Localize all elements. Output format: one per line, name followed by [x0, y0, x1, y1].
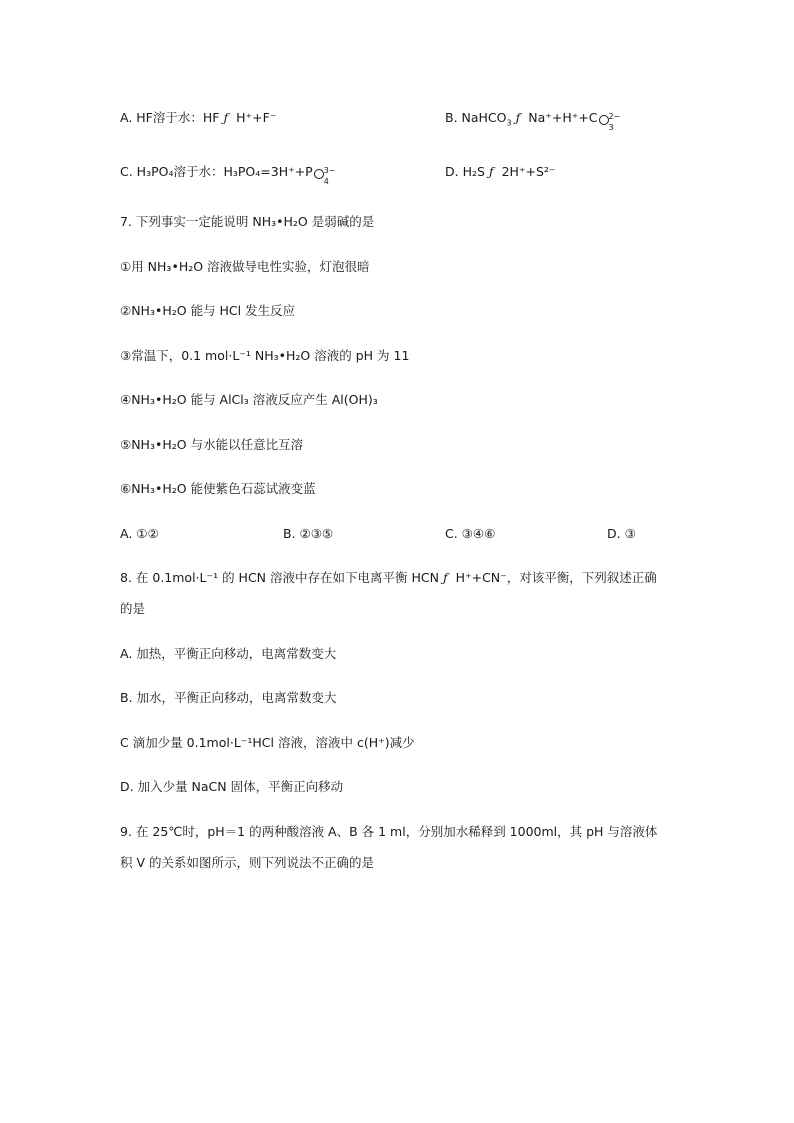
q7-item: ⑥NH₃•H₂O 能使紫色石蕊试液变蓝: [120, 481, 316, 496]
q8-stem: [120, 570, 657, 586]
q8-option-a: A. 加热，平衡正向移动，电离常数变大: [120, 646, 337, 661]
q6-option-b-label: B. NaHCO: [445, 110, 507, 125]
q8-stem-part2: H⁺+CN⁻，对该平衡，下列叙述正确: [455, 570, 657, 585]
ion-symbol-icon: [314, 165, 336, 186]
q6-option-a-label: A. HF溶于水：HF: [120, 110, 220, 125]
q7-option-a: A. ①②: [120, 526, 159, 541]
q7-item: ④NH₃•H₂O 能与 AlCl₃ 溶液反应产生 Al(OH)₃: [120, 392, 378, 407]
q6-option-a: [120, 110, 276, 126]
equilibrium-arrow-icon: ƒ: [488, 164, 494, 179]
equilibrium-arrow-icon: ƒ: [442, 570, 448, 585]
q8-stem-part1: 8. 在 0.1mol·L⁻¹ 的 HCN 溶液中存在如下电离平衡 HCN: [120, 570, 439, 585]
q7-stem: 7. 下列事实一定能说明 NH₃•H₂O 是弱碱的是: [120, 214, 375, 229]
ion-charge: 3−: [323, 165, 336, 175]
ion-count: 3: [608, 122, 614, 132]
q7-item: ①用 NH₃•H₂O 溶液做导电性实验，灯泡很暗: [120, 259, 370, 274]
q7-item: ⑤NH₃•H₂O 与水能以任意比互溶: [120, 437, 304, 452]
q6-option-d: [445, 164, 556, 180]
ion-count: 4: [323, 176, 329, 186]
q9-stem-line2: 积 V 的关系如图所示，则下列说法不正确的是: [120, 855, 374, 870]
q8-option-c: C 滴加少量 0.1mol·L⁻¹HCl 溶液，溶液中 c(H⁺)减少: [120, 735, 415, 750]
q9-stem-line1: 9. 在 25℃时，pH＝1 的两种酸溶液 A、B 各 1 ml，分别加水稀释到 1000ml，其 pH 与溶液体: [120, 824, 658, 839]
q7-item: ③常温下，0.1 mol·L⁻¹ NH₃•H₂O 溶液的 pH 为 11: [120, 348, 410, 363]
equilibrium-arrow-icon: ƒ: [515, 110, 521, 125]
q6-option-b-rest: Na⁺+H⁺+C: [528, 110, 598, 125]
q8-option-d: D. 加入少量 NaCN 固体，平衡正向移动: [120, 779, 344, 794]
q8-option-b: B. 加水，平衡正向移动，电离常数变大: [120, 690, 337, 705]
q7-option-d: D. ③: [607, 526, 636, 541]
q6-option-d-label: D. H₂S: [445, 164, 485, 179]
q7-item: ②NH₃•H₂O 能与 HCl 发生反应: [120, 303, 296, 318]
q6-option-b-sub: 3: [506, 118, 512, 128]
q7-option-b: B. ②③⑤: [283, 526, 334, 541]
q6-option-c-label: C. H₃PO₄溶于水：H₃PO₄=3H⁺+P: [120, 164, 313, 179]
q6-option-b: [445, 110, 621, 132]
ion-symbol-icon: [599, 111, 621, 132]
q6-option-a-rest: H⁺+F⁻: [236, 110, 277, 125]
q6-option-c: [120, 164, 336, 186]
equilibrium-arrow-icon: ƒ: [223, 110, 229, 125]
ion-charge: 2−: [608, 111, 621, 121]
q6-option-d-rest: 2H⁺+S²⁻: [501, 164, 556, 179]
q8-stem-line2: 的是: [120, 601, 146, 616]
q7-option-c: C. ③④⑥: [445, 526, 496, 541]
